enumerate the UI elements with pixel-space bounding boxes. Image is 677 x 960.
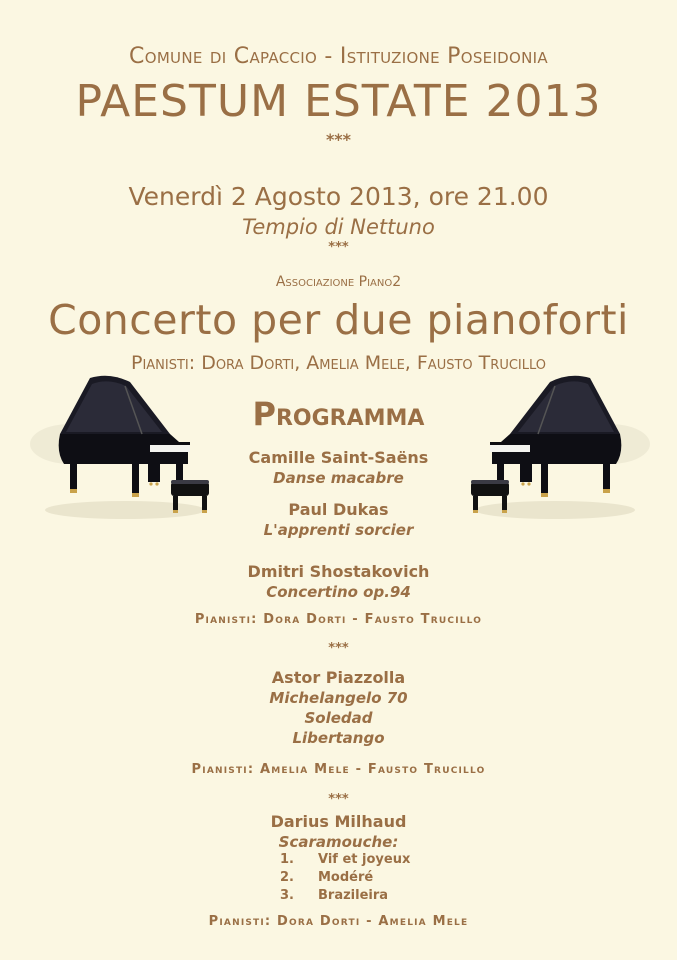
movement-title: Vif et joyeux — [318, 852, 411, 867]
performers-line: Pianisti: Dora Dorti - Fausto Trucillo — [194, 612, 483, 627]
movement-title: Brazileira — [318, 888, 389, 903]
work-title: Libertango — [292, 729, 385, 747]
pianists-line: Pianisti: Dora Dorti, Amelia Mele, Fausto Trucillo — [130, 352, 547, 374]
work-title: Soledad — [304, 709, 373, 727]
work-title: Scaramouche: — [278, 833, 399, 851]
separator-stars: *** — [328, 641, 349, 656]
movement-title: Modéré — [318, 870, 374, 885]
movement-number: 1. — [280, 852, 294, 867]
composer-name: Paul Dukas — [288, 500, 389, 519]
separator-stars: *** — [328, 792, 349, 807]
movement-number: 2. — [280, 870, 294, 885]
separator-stars: *** — [325, 130, 352, 149]
composer-name: Camille Saint-Saëns — [248, 448, 429, 467]
movement-item — [280, 852, 410, 867]
composer-name: Darius Milhaud — [270, 812, 407, 831]
work-title: Concertino op.94 — [266, 583, 411, 601]
event-venue: Tempio di Nettuno — [242, 215, 435, 239]
separator-stars: *** — [328, 240, 349, 255]
movement-item — [280, 888, 388, 903]
association-name: Associazione Piano2 — [275, 274, 402, 290]
composer-name: Astor Piazzolla — [271, 668, 406, 687]
performers-line: Pianisti: Amelia Mele - Fausto Trucillo — [191, 762, 486, 777]
event-date-time: Venerdì 2 Agosto 2013, ore 21.00 — [128, 182, 549, 211]
performers-line: Pianisti: Dora Dorti - Amelia Mele — [208, 914, 469, 929]
work-title: Danse macabre — [273, 469, 404, 487]
composer-name: Dmitri Shostakovich — [247, 562, 430, 581]
organizers-line: Comune di Capaccio - Istituzione Poseidonia — [129, 44, 548, 69]
concert-title: Concerto per due pianoforti — [48, 296, 629, 344]
festival-title: PAESTUM ESTATE 2013 — [75, 76, 602, 127]
program-heading: Programma — [252, 395, 425, 433]
work-title: Michelangelo 70 — [269, 689, 408, 707]
movement-item — [280, 870, 373, 885]
work-title: L'apprenti sorcier — [263, 521, 414, 539]
movement-number: 3. — [280, 888, 294, 903]
